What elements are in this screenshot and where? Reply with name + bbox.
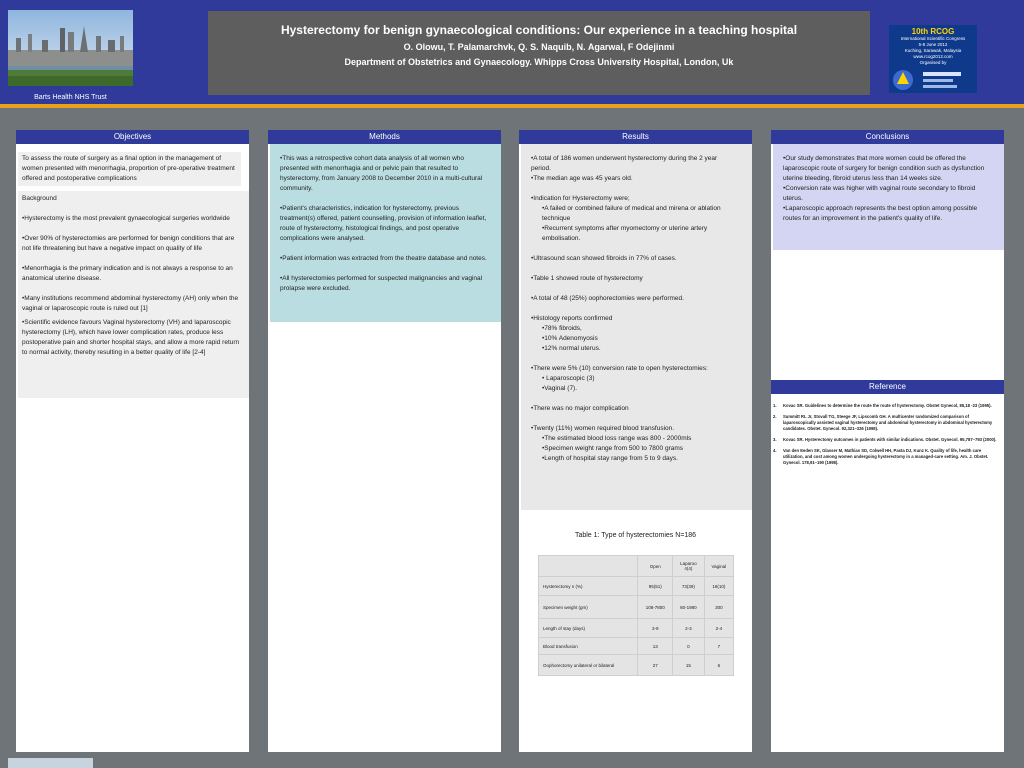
poster-title: Hysterectomy for benign gynaecological conditions: Our experience in a teaching hospital [280,23,798,37]
table-header-lap-1: Laparoo [680,561,697,566]
conclusions-column [771,130,1004,752]
congress-emblem-icon [889,66,977,93]
table-row [539,577,734,596]
trust-name: Barts Health NHS Trust [34,94,107,101]
results-heading: Results [519,130,752,144]
table-cell: 7 [704,638,733,655]
results-box [521,144,752,510]
results-no-major-complication: •There was no major complication [531,405,629,412]
conclusions-box [773,144,1004,250]
table-header-cell [673,556,705,577]
results-column [519,130,752,752]
results-ultrasound: •Ultrasound scan showed fibroids in 77% of cases. [531,255,677,262]
methods-item: •Patient's characteristics, indication for hysterectomy, previous treatment(s) offered, patient counselling, provision of information leaflet, route of hysterectomy, histological findings, and post operative complications were analysed. [280,205,487,242]
table-row-label: Length of stay (days) [539,619,638,638]
results-transfusion-item: •Length of hospital stay range from 5 to 9 days. [542,455,678,462]
reference-text: Kovac SR. Guidelines to determine the route the route of hysterectomy. Obstet Gynecol, 85,18 -23 (1995). [783,403,992,408]
results-transfusion-item: •Specimen weight range from 500 to 7800 grams [542,445,684,452]
background-heading: Background [22,195,57,202]
table-cell: 95(51) [638,577,673,596]
table-header-cell: Open [638,556,673,577]
table-row-label: Specimen weight (gm) [539,596,638,619]
methods-column [268,130,501,752]
table-cell: 27 [638,655,673,676]
table-row-label: Hysterectomy n (%) [539,577,638,596]
background-item: •Over 90% of hysterectomies are performed for benign conditions that are not life threatening but have a negative impact on quality of life [22,235,235,252]
table-cell: 80-1980 [673,596,705,619]
background-item: •Many institutions recommend abdominal hysterectomy (AH) only when the vaginal or laparoscopic route is ruled out [1] [22,295,239,312]
results-histology-item: •78% fibroids, [542,325,582,332]
reference-text: Van den Eeden SK, Glasser M, Mathias SD, Colwell HH, Pasta DJ, Kunz K. Quality of life, health care utilization, and cost among women undergoing hysterectomy in a managed-care setting. Am. J. Obstet. Gynecol. 178,91–190 (1998). [783,448,989,465]
reference-item [773,437,1000,443]
conclusions-item: •Our study demonstrates that more women could be offered the laparoscopic route of surgery for benign condition such as dysfunction uterine bleeding, fibroid uterus less than 14 weeks size. [783,155,985,182]
results-conversion-heading: •There were 5% (10) conversion rate to open hysterectomies: [531,365,708,372]
results-transfusion-heading: •Twenty (11%) women required blood transfusion. [531,425,675,432]
table-row [539,655,734,676]
table-header-lap-2: 4(4) [684,566,693,571]
poster-title-box [208,11,870,95]
table-row-label: Blood transfusion [539,638,638,655]
results-histology-item: •10% Adenomyosis [542,335,598,342]
reference-number: 3. [773,437,777,442]
reference-list [771,403,1004,471]
conclusions-item: •Laparoscopic approach represents the best option among possible routes for an improvement in the patient's quality of life. [783,205,978,222]
table-cell [539,556,638,577]
congress-logo [889,25,977,93]
reference-text: Kovac SR. Hysterectomy outcomes in patients with similar indications. Obstet. Gynecol. 95,787–793 (2000). [783,437,997,442]
results-conversion-item: •Vaginal (7). [542,385,578,392]
reference-number: 2. [773,414,777,419]
poster-authors: O. Olowu, T. Palamarchvk, Q. S. Naquib, N. Agarwal, F Odejinmi [403,42,675,52]
objectives-aim: To assess the route of surgery as a final option in the management of women presented with menorrhagia, proportion of pre-operative treatment offered and postoperative complications [22,155,235,182]
london-skyline-photo [8,10,133,86]
results-indication-heading: •Indication for Hysterectomy were; [531,195,630,202]
results-total: •A total of 186 women underwent hysterectomy during the 2 year period. [531,155,718,172]
results-indication-item: •Recurrent symptoms after myomectomy or uterine artery embolisation. [542,225,708,242]
results-conversion-item: • Laparoscopic (3) [542,375,595,382]
results-transfusion-item: •The estimated blood loss range was 800 - 2000mls [542,435,692,442]
poster-department: Department of Obstetrics and Gynaecology. Whipps Cross University Hospital, London, Uk [344,57,734,67]
methods-heading: Methods [268,130,501,144]
table-cell: 3-9 [638,619,673,638]
results-table-reference: •Table 1 showed route of hysterectomy [531,275,643,282]
congress-title-2: International Scientific Congress [900,36,966,41]
footer-tab [8,758,93,768]
background-item: •Scientific evidence favours Vaginal hysterectomy (VH) and laparoscopic hysterectomy (LH), which have lower complication rates, produce less postoperative pain and shorter hospital stays, and allow a more rapid return to normal activity, thereby resulting in a better quality of life [2-4] [22,319,240,356]
results-histology-heading: •Histology reports confirmed [531,315,613,322]
reference-item [773,403,1000,409]
results-indication-item: •A failed or combined failure of medical and mirena or ablation technique [542,205,721,222]
table-cell: 108-7800 [638,596,673,619]
table-cell: 18(10) [704,577,733,596]
congress-title-1: 10th RCOG [911,27,955,36]
results-histology-item: •12% normal uterus. [542,345,601,352]
congress-website: www.rcog2012.com [913,54,953,59]
table-row-label: Oophorectomy unilateral or bilateral [539,655,638,676]
methods-item: •All hysterectomies performed for suspected malignancies and vaginal prolapse were excluded. [280,275,483,292]
table-cell: 0 [673,638,705,655]
reference-number: 4. [773,448,777,453]
table-cell: 13 [638,638,673,655]
congress-dates: 5-8 June 2012 [918,42,948,47]
table-cell: 6 [704,655,733,676]
results-median-age: •The median age was 45 years old. [531,175,633,182]
reference-item [773,448,1000,466]
reference-number: 1. [773,403,777,408]
table-row [539,596,734,619]
reference-text: Summitt RL Jr, Stovall TG, Steege JF, Lipscomb GH. A multicenter randomized comparison of laparoscopically assisted vaginal hysterectomy and abdominal hysterectomy in abdominal hysterectomy candidates. Obstet. Gynecol. 92,321–326 (1998). [783,414,993,431]
background-item: •Hysterectomy is the most prevalent gynaecological surgeries worldwide [22,215,230,222]
methods-box [270,144,501,322]
table-header-cell: Vaginal [704,556,733,577]
table-cell: 2-4 [704,619,733,638]
reference-item [773,414,1000,432]
background-box [18,191,249,398]
background-item: •Menorrhagia is the primary indication and is not always a response to an anatomical uterine disease. [22,265,233,282]
hysterectomy-table [538,555,734,676]
table-cell: 300 [704,596,733,619]
table-cell: 73(39) [673,577,705,596]
results-oophorectomies: •A total of 48 (25%) oophorectomies were performed. [531,295,684,302]
table-header-row [539,556,734,577]
objectives-aim-box [18,152,241,186]
conclusions-heading: Conclusions [771,130,1004,144]
table-row [539,619,734,638]
objectives-heading: Objectives [16,130,249,144]
table-row [539,638,734,655]
table-cell: 2-3 [673,619,705,638]
methods-item: •Patient information was extracted from the theatre database and notes. [280,255,487,262]
table-cell: 15 [673,655,705,676]
conclusions-item: •Conversion rate was higher with vaginal route secondary to fibroid uterus. [783,185,976,202]
reference-heading: Reference [771,380,1004,394]
congress-venue: Kuching, Sarawak, Malaysia [904,48,962,53]
methods-item: •This was a retrospective cohort data analysis of all women who presented with menorrhagia and or pelvic pain that resulted to hysterectomy, from January 2008 to December 2010 in a multi-cultural community. [280,155,483,192]
congress-organised: Organised by [919,60,947,65]
objectives-column [16,130,249,752]
table-caption: Table 1: Type of hysterectomies N=186 [574,532,697,539]
